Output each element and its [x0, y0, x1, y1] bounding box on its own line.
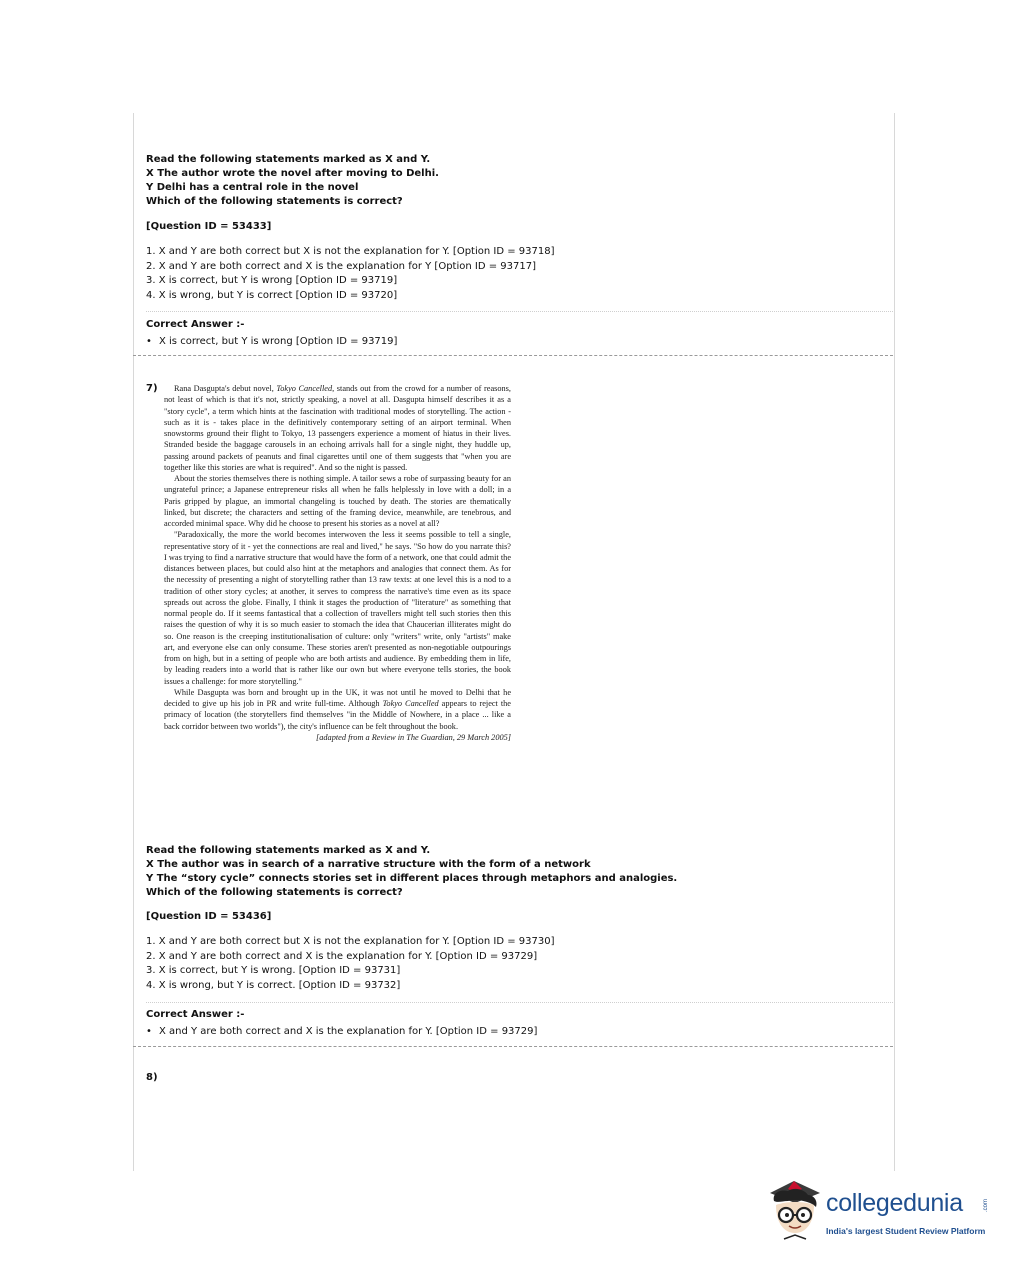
passage-paragraph: While Dasgupta was born and brought up in the UK, it was not until he moved to Delhi that he decided to give up his job in PR and write full-time. Although Tokyo Cancelled appears to reject the primacy of location (the storytellers find themselves "in the Middle of Nowhere, in a place ... like a back corridor between two worlds"), the city's influence can be felt throughout the book. [164, 687, 511, 731]
bullet-icon: • [146, 1026, 152, 1037]
q7-answer-title: Correct Answer :- [146, 1009, 245, 1020]
q6-question-id: [Question ID = 53433] [146, 221, 272, 232]
q7-stem-line: X The author was in search of a narrative structure with the form of a network [146, 859, 591, 870]
q6-answer-title: Correct Answer :- [146, 319, 245, 330]
option-item: 3. X is correct, but Y is wrong. [Option ID = 93731] [146, 965, 401, 976]
divider [146, 1002, 893, 1003]
q7-options [146, 935, 886, 993]
q6-stem-line: Which of the following statements is correct? [146, 196, 403, 207]
logo-tagline: India's largest Student Review Platform [826, 1226, 986, 1236]
bullet-icon: • [146, 336, 152, 347]
option-item: 4. X is wrong, but Y is correct [Option ID = 93720] [146, 289, 398, 301]
passage-paragraph: About the stories themselves there is nothing simple. A tailor sews a robe of surpassing beauty for an ungrateful prince; a Japanese entrepreneur risks all when he falls helplessly in love with a doll; in a Paris gripped by plague, an immortal changeling is touched by death. The stories are thematically linked, but discrete; the characters and setting of the framing device, meanwhile, are tenebrous, and accorded minimal space. Why did he choose to present his stories as a novel at all? [164, 474, 511, 528]
option-item: 1. X and Y are both correct but X is not the explanation for Y. [Option ID = 93718] [146, 246, 555, 257]
passage-source: [adapted from a Review in The Guardian, 29 March 2005] [316, 732, 511, 742]
q7-question-id: [Question ID = 53436] [146, 911, 272, 922]
q7-stem-line: Read the following statements marked as X and Y. [146, 845, 431, 856]
passage-paragraph: Rana Dasgupta's debut novel, Tokyo Cancelled, stands out from the crowd for a number of reasons, not least of which is that it's not, strictly speaking, a novel at all. Dasgupta himself describes it as a "story cycle", a term which hints at the fascination with traditional modes of storytelling. The action - such as it is - takes place in the definitively contemporary setting of an airport terminal. When snowstorms ground their flight to Tokyo, 13 passengers experience a moment of hiatus in their lives. Stranded beside the baggage carousels in an echoing arrivals hall for a single night, they huddle up, passing around packets of peanuts and final cigarettes until one of them suggests that "when you are together like this stories are what is required". And so the night is passed. [164, 384, 511, 472]
q6-options [146, 245, 886, 303]
divider [146, 311, 893, 312]
question-separator [133, 355, 893, 356]
passage-paragraph: "Paradoxically, the more the world becomes interwoven the less it seems possible to tell a single, representative story of it - yet the connections are real and lived," he says. "So how do you narrate this? I was trying to find a narrative structure that would have the form of a network, one that could admit the distances between places, but could also hint at the metaphors and analogies that connect them. As for the necessity of presenting a night of storytelling rather than 13 raw texts: at one level this is a nod to a tradition of other story cycles; at another, it serves to compress the narrative's time even as its space spreads out across the globe. Finally, I think it stages the production of "literature" as something that normal people do. If it seems fantastical that a collection of travellers might tell such stories then this raises the question of why it is so much easier to stomach the idea that Chaucerian illiterates might do so. One reason is the creeping institutionalisation of culture: only "writers" write, only "artists" make art, and everyone else can only consume. These stories aren't presented as non-negotiable outpourings from on high, but in a setting of people who are both artists and audience. By embedding them in life, by leading readers into a world that is rather like our own but where everyone tells stories, the book issues a challenge: for more storytelling." [164, 530, 511, 686]
logo-wordmark: collegedunia [826, 1189, 963, 1217]
option-item: 2. X and Y are both correct and X is the explanation for Y. [Option ID = 93729] [146, 950, 538, 962]
q7-number: 7) [146, 383, 158, 394]
question-separator [133, 1046, 893, 1047]
q6-stem-line: X The author wrote the novel after moving to Delhi. [146, 168, 439, 179]
q7-stem-line: Which of the following statements is correct? [146, 887, 403, 898]
q7-answer-text: X and Y are both correct and X is the explanation for Y. [Option ID = 93729] [159, 1026, 538, 1037]
q6-stem-line: Y Delhi has a central role in the novel [146, 182, 359, 193]
option-item: 1. X and Y are both correct but X is not the explanation for Y. [Option ID = 93730] [146, 936, 555, 947]
q7-stem-line: Y The “story cycle” connects stories set in different places through metaphors and analogies. [146, 873, 678, 884]
q6-answer-text: X is correct, but Y is wrong [Option ID = 93719] [159, 336, 398, 347]
q7-answer [146, 1026, 886, 1037]
q7-stem [146, 844, 886, 900]
mascot-icon [770, 1181, 820, 1239]
logo-com: .com [983, 1199, 989, 1213]
q6-answer [146, 336, 886, 347]
q7-passage [164, 383, 511, 743]
option-item: 2. X and Y are both correct and X is the explanation for Y [Option ID = 93717] [146, 260, 536, 272]
q6-stem [146, 153, 886, 209]
q8-number: 8) [146, 1072, 158, 1083]
option-item: 3. X is correct, but Y is wrong [Option ID = 93719] [146, 275, 398, 286]
q6-stem-line: Read the following statements marked as X and Y. [146, 154, 431, 165]
option-item: 4. X is wrong, but Y is correct. [Option ID = 93732] [146, 979, 401, 991]
